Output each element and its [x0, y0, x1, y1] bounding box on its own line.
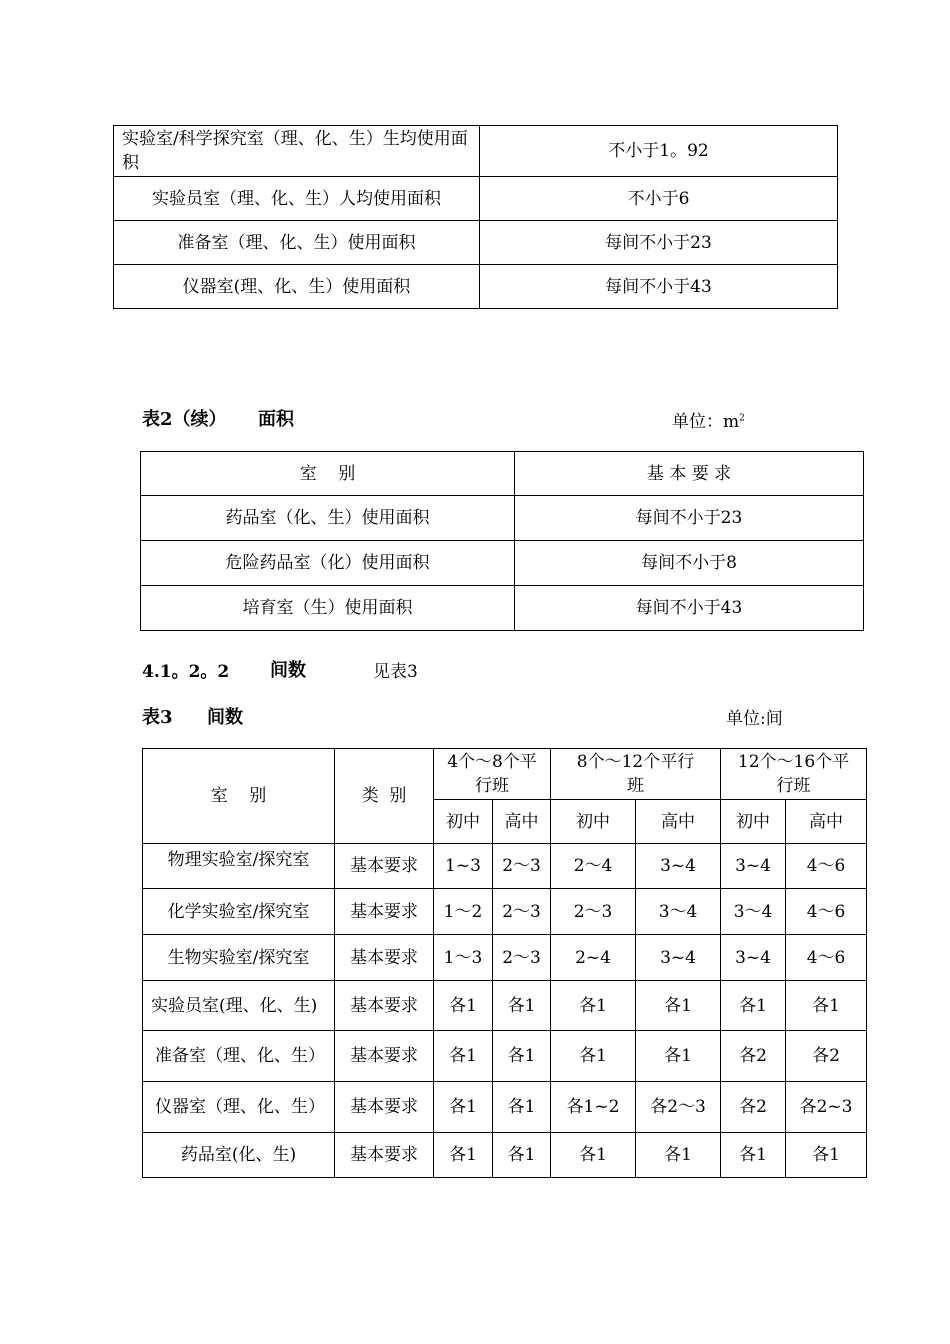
row-value: 2～3 [493, 844, 551, 889]
table2-title-number: 表2（续） [142, 409, 227, 430]
table-row [143, 935, 867, 981]
subheader-cell: 初中 [551, 800, 636, 844]
row-value: 各1 [493, 1082, 551, 1133]
row-value: 各1 [551, 1133, 636, 1178]
row-value: 3～4 [636, 889, 721, 935]
table-cell-value: 不小于1。92 [480, 126, 838, 177]
row-value: 各1 [786, 981, 867, 1031]
row-value: 各2~3 [786, 1082, 867, 1133]
row-type: 基本要求 [335, 889, 434, 935]
table2-unit-superscript: 2 [739, 413, 745, 424]
row-room: 仪器室（理、化、生） [143, 1082, 335, 1133]
table2-unit [672, 407, 745, 432]
row-type: 基本要求 [335, 1031, 434, 1082]
table3-unit: 单位:间 [726, 709, 783, 729]
row-value: 3～4 [721, 889, 786, 935]
row-value: 2～3 [493, 935, 551, 981]
row-type: 基本要求 [335, 1082, 434, 1133]
row-value: 各1 [721, 1133, 786, 1178]
table-cell-value: 每间不小于23 [480, 221, 838, 265]
header-group-3: 12个～16个平行班 [721, 749, 867, 800]
header-type-text: 类 别 [361, 786, 407, 806]
table-row [143, 844, 867, 889]
header-room-text: 室 别 [299, 463, 356, 484]
table-cell-label: 危险药品室（化）使用面积 [141, 541, 515, 586]
table-cell-label: 准备室（理、化、生）使用面积 [114, 221, 480, 265]
row-value: 4～6 [786, 889, 867, 935]
subheader-cell: 初中 [721, 800, 786, 844]
table-row [114, 126, 838, 177]
area-table-part2 [140, 451, 864, 631]
table-cell-value: 每间不小于43 [480, 265, 838, 309]
row-value: 3~4 [636, 844, 721, 889]
row-value: 4～6 [786, 935, 867, 981]
table-cell-value: 每间不小于43 [515, 586, 864, 631]
section-reference: 见表3 [373, 662, 418, 682]
row-value: 2～3 [551, 889, 636, 935]
subheader-cell: 高中 [636, 800, 721, 844]
row-value: 各1 [493, 981, 551, 1031]
row-value: 3~4 [721, 935, 786, 981]
table-row [141, 496, 864, 541]
table-cell-label: 实验室/科学探究室（理、化、生）生均使用面积 [114, 126, 480, 177]
row-value: 2~4 [551, 935, 636, 981]
row-value: 1~3 [434, 844, 493, 889]
table-cell-label: 培育室（生）使用面积 [141, 586, 515, 631]
table-row [143, 981, 867, 1031]
row-value: 各1 [434, 981, 493, 1031]
table-header-row [143, 749, 867, 800]
table-cell-label: 仪器室(理、化、生）使用面积 [114, 265, 480, 309]
row-value: 各1 [434, 1082, 493, 1133]
table-row [141, 586, 864, 631]
table-row [143, 889, 867, 935]
header-group-2: 8个～12个平行班 [551, 749, 721, 800]
section-number: 4.1。2。2 [142, 662, 230, 682]
header-cell-requirement [515, 452, 864, 496]
table-cell-value: 每间不小于23 [515, 496, 864, 541]
row-value: 2～3 [493, 889, 551, 935]
header-cell-room [141, 452, 515, 496]
row-value: 各1 [551, 1031, 636, 1082]
table2-unit-label: 单位：m [672, 412, 740, 432]
row-room: 实验员室(理、化、生) [143, 981, 335, 1031]
header-room-text: 室 别 [210, 786, 267, 806]
row-value: 各1 [636, 1031, 721, 1082]
table-row [143, 1082, 867, 1133]
header-requirement-text: 基 本 要 求 [646, 463, 732, 484]
row-value: 1～2 [434, 889, 493, 935]
row-value: 各1 [493, 1133, 551, 1178]
table-row [143, 1133, 867, 1178]
table-header-row [141, 452, 864, 496]
row-room: 物理实验室/探究室 [143, 844, 335, 889]
table-row [141, 541, 864, 586]
area-table-part1 [113, 125, 838, 309]
row-type: 基本要求 [335, 935, 434, 981]
row-value: 1～3 [434, 935, 493, 981]
table-cell-label: 药品室（化、生）使用面积 [141, 496, 515, 541]
table3-title-name: 间数 [207, 707, 243, 728]
table-row [143, 1031, 867, 1082]
row-value: 各1 [551, 981, 636, 1031]
row-value: 2～4 [551, 844, 636, 889]
table-row [114, 265, 838, 309]
header-cell-type [335, 749, 434, 844]
row-value: 各1 [721, 981, 786, 1031]
row-value: 各1~2 [551, 1082, 636, 1133]
row-type: 基本要求 [335, 844, 434, 889]
table-row [114, 221, 838, 265]
subheader-cell: 高中 [786, 800, 867, 844]
table-row [114, 177, 838, 221]
row-value: 各2 [721, 1031, 786, 1082]
header-group-1: 4个～8个平行班 [434, 749, 551, 800]
subheader-cell: 初中 [434, 800, 493, 844]
row-value: 各1 [493, 1031, 551, 1082]
row-value: 各1 [636, 981, 721, 1031]
row-type: 基本要求 [335, 1133, 434, 1178]
row-room: 准备室（理、化、生） [143, 1031, 335, 1082]
table-cell-value: 每间不小于8 [515, 541, 864, 586]
header-cell-room [143, 749, 335, 844]
subheader-cell: 高中 [493, 800, 551, 844]
row-value: 各1 [786, 1133, 867, 1178]
row-value: 各1 [636, 1133, 721, 1178]
row-value: 各1 [434, 1133, 493, 1178]
row-room: 化学实验室/探究室 [143, 889, 335, 935]
row-value: 3~4 [721, 844, 786, 889]
room-count-table [142, 748, 867, 1178]
row-value: 3~4 [636, 935, 721, 981]
row-value: 各2 [786, 1031, 867, 1082]
table-cell-label: 实验员室（理、化、生）人均使用面积 [114, 177, 480, 221]
row-type: 基本要求 [335, 981, 434, 1031]
table3-title-number: 表3 [142, 707, 173, 728]
row-value: 4～6 [786, 844, 867, 889]
row-value: 各1 [434, 1031, 493, 1082]
row-value: 各2 [721, 1082, 786, 1133]
table2-title-name: 面积 [258, 409, 294, 430]
section-title: 间数 [270, 660, 306, 681]
row-room: 生物实验室/探究室 [143, 935, 335, 981]
table-cell-value: 不小于6 [480, 177, 838, 221]
row-room: 药品室(化、生) [143, 1133, 335, 1178]
row-value: 各2～3 [636, 1082, 721, 1133]
